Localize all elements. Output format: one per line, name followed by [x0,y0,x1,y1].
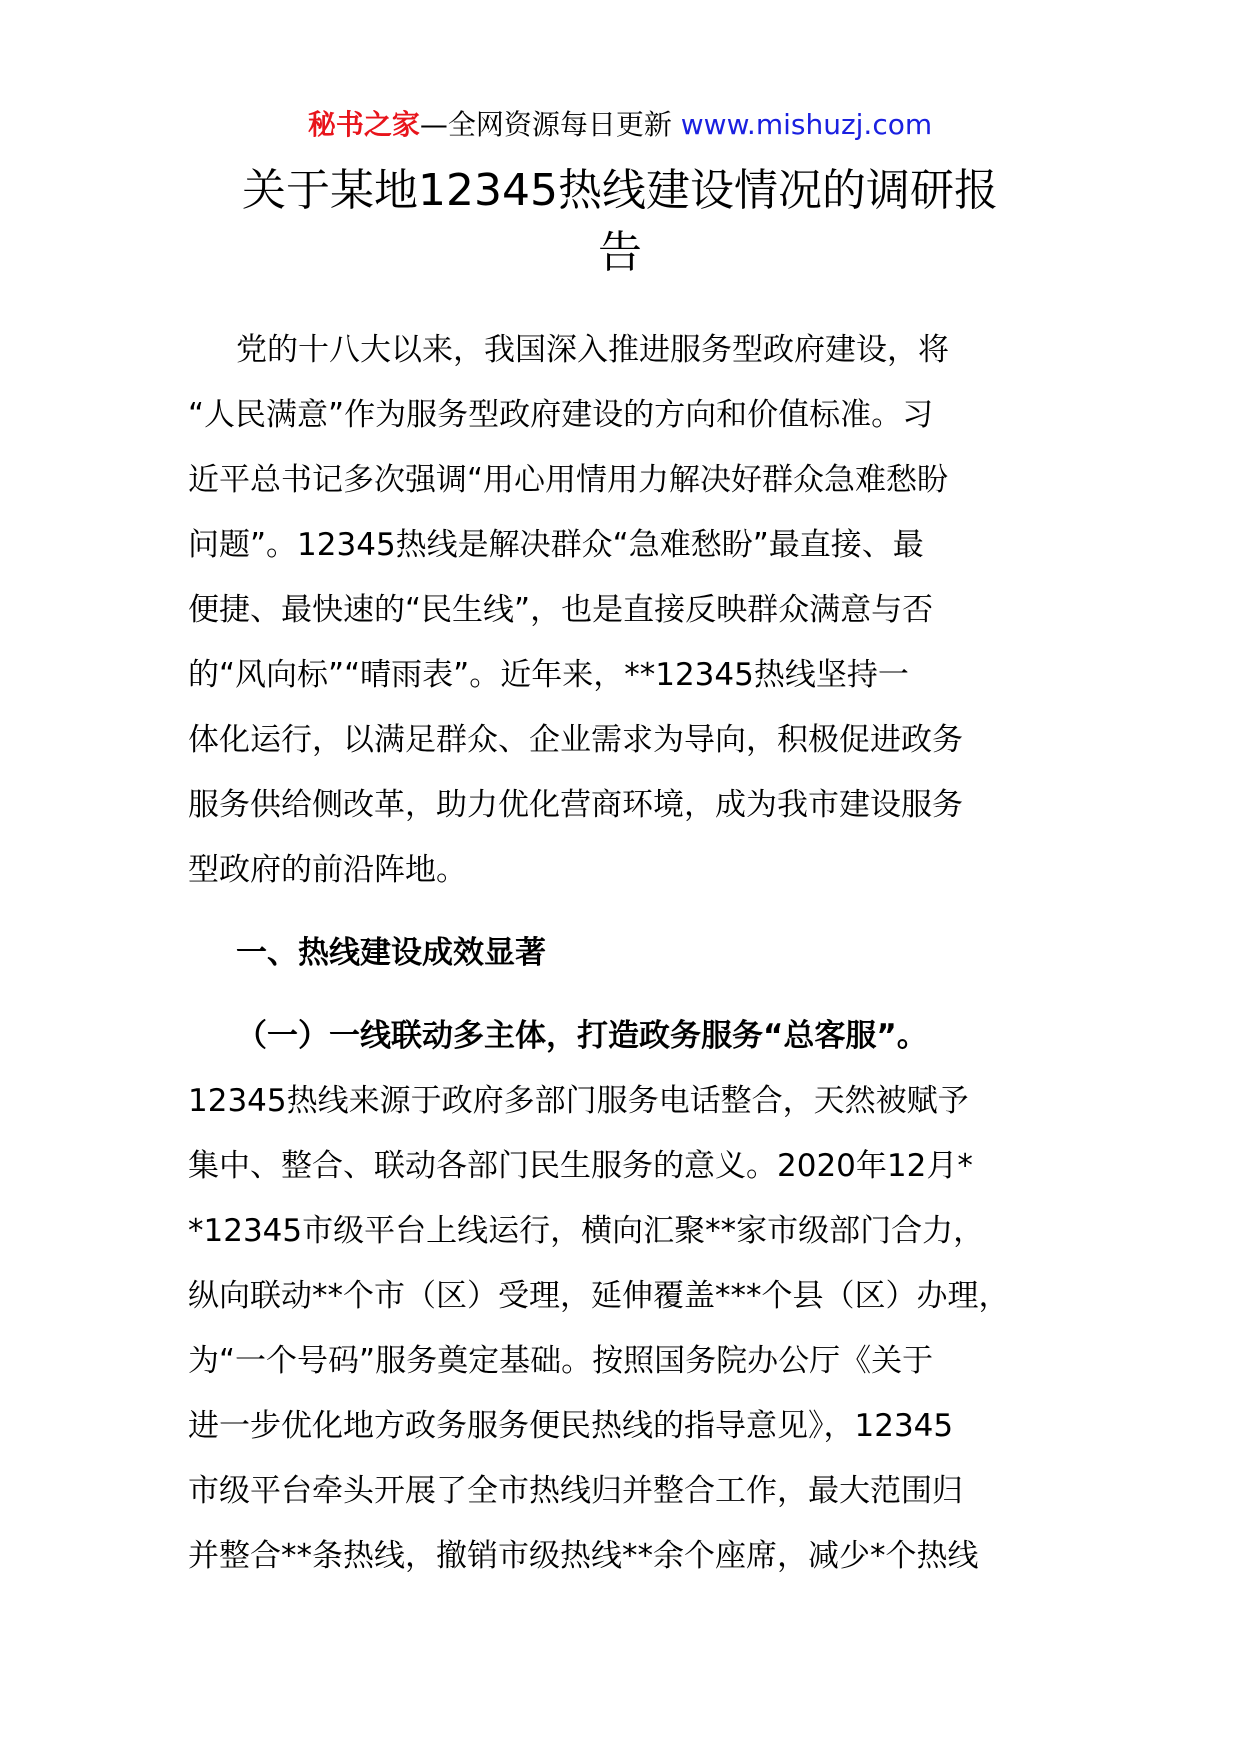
section-paragraph [188,1069,1068,1589]
paragraph-line: 纵向联动**个市（区）受理，延伸覆盖***个县（区）办理， [188,1278,1010,1314]
paragraph-line: “人民满意”作为服务型政府建设的方向和价值标准。习 [188,397,934,433]
intro-paragraph [188,318,1068,903]
paragraph-line: 问题”。12345热线是解决群众“急难愁盼”最直接、最 [188,527,924,563]
site-link[interactable]: www.mishuzj.com [680,108,933,141]
paragraph-line: 服务供给侧改革，助力优化营商环境，成为我市建设服务 [188,787,963,823]
header-slogan: —全网资源每日更新 [419,108,681,141]
section-heading: 一、热线建设成效显著 [236,935,546,971]
paragraph-line: 进一步优化地方政务服务便民热线的指导意见》，12345 [188,1408,954,1444]
paragraph-line: 市级平台牵头开展了全市热线归并整合工作，最大范围归 [188,1473,963,1509]
paragraph-line: *12345市级平台上线运行，横向汇聚**家市级部门合力， [188,1213,985,1249]
paragraph-line: 型政府的前沿阵地。 [188,852,467,888]
paragraph-line: 并整合**条热线，撤销市级热线**余个座席，减少*个热线 [188,1538,979,1574]
document-title: 关于某地12345热线建设情况的调研报告 [242,165,998,278]
paragraph-line: 便捷、最快速的“民生线”，也是直接反映群众满意与否 [188,592,934,628]
paragraph-line: 12345热线来源于政府多部门服务电话整合，天然被赋予 [188,1083,969,1119]
document-body [188,318,1068,1589]
subsection-heading: （一）一线联动多主体，打造政务服务“总客服”。 [236,1018,928,1054]
paragraph-line: 为“一个号码”服务奠定基础。按照国务院办公厅《关于 [188,1343,934,1379]
paragraph-line: 近平总书记多次强调“用心用情用力解决好群众急难愁盼 [188,462,949,498]
brand-name: 秘书之家 [307,108,420,141]
paragraph-line: 体化运行，以满足群众、企业需求为导向，积极促进政务 [188,722,963,758]
paragraph-line: 党的十八大以来，我国深入推进服务型政府建设，将 [236,332,949,368]
site-header [0,106,1240,144]
paragraph-line: 的“风向标”“晴雨表”。近年来，**12345热线坚持一 [188,657,909,693]
paragraph-line: 集中、整合、联动各部门民生服务的意义。2020年12月* [188,1148,973,1184]
